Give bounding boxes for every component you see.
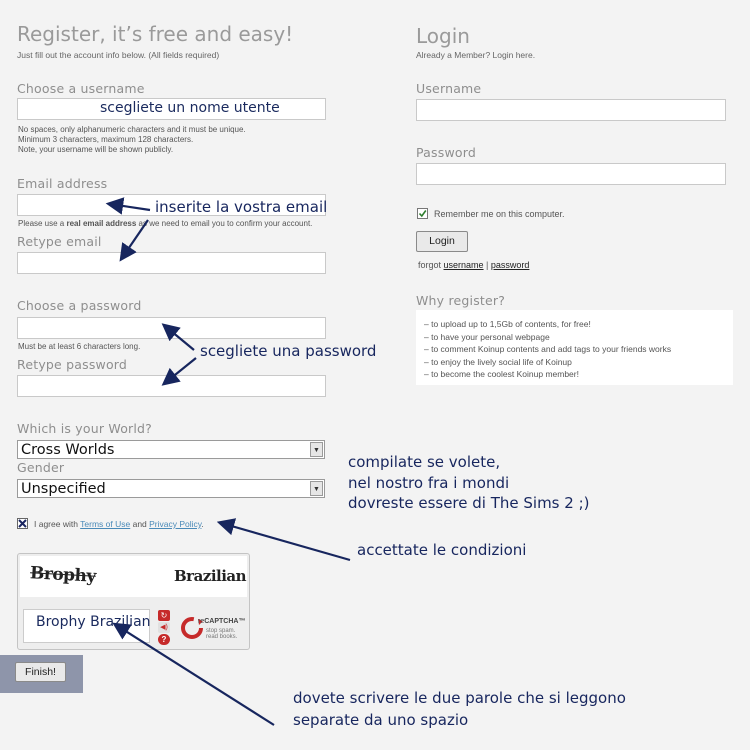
retype-password-input[interactable] <box>17 375 326 397</box>
recaptcha-slogan: stop spam. read books. <box>206 628 238 640</box>
password-label: Choose a password <box>17 298 142 313</box>
recaptcha-logo <box>176 612 248 646</box>
annotation-world: compilate se volete, nel nostro fra i mondi dovreste essere di The Sims 2 ;) <box>348 453 590 512</box>
why-register-box <box>416 310 733 385</box>
annotation-password: scegliete una password <box>200 342 377 360</box>
why-item: – to become the coolest Koinup member! <box>424 369 579 380</box>
terms-of-use-link[interactable]: Terms of Use <box>80 519 131 529</box>
register-subtitle: Just fill out the account info below. (All fields required) <box>17 50 220 60</box>
why-item: – to enjoy the lively social life of Koinup <box>424 356 572 367</box>
annotation-terms: accettate le condizioni <box>357 541 527 559</box>
privacy-policy-link[interactable]: Privacy Policy <box>149 519 202 529</box>
remember-checkbox[interactable] <box>417 208 428 219</box>
username-hint-3: Note, your username will be shown publicly. <box>18 145 174 154</box>
annotation-email: inserite la vostra email <box>155 198 328 216</box>
chevron-down-icon: ▼ <box>310 481 323 496</box>
captcha-input-value: Brophy Brazilian <box>36 614 151 630</box>
username-input[interactable] <box>17 98 326 120</box>
gender-select-value: Unspecified <box>21 481 106 497</box>
retype-password-label: Retype password <box>17 357 128 372</box>
annotation-captcha: dovete scrivere le due parole che si leggono separate da uno spazio <box>293 689 626 729</box>
username-input-value: scegliete un nome utente <box>100 100 280 116</box>
captcha-image <box>20 556 247 597</box>
help-icon[interactable]: ? <box>158 634 170 645</box>
captcha-widget <box>17 553 250 650</box>
gender-label: Gender <box>17 460 65 475</box>
login-password-input[interactable] <box>416 163 726 185</box>
login-username-label: Username <box>416 81 482 96</box>
username-hint-1: No spaces, only alphanumeric characters and it must be unique. <box>18 125 246 134</box>
audio-icon[interactable]: ◀) <box>158 622 170 633</box>
chevron-down-icon: ▼ <box>310 442 323 457</box>
world-label: Which is your World? <box>17 421 153 436</box>
remember-label: Remember me on this computer. <box>434 209 565 219</box>
username-label: Choose a username <box>17 81 145 96</box>
world-select-value: Cross Worlds <box>21 442 115 458</box>
forgot-username-link[interactable]: username <box>443 260 484 270</box>
forgot-links: forgot username | password <box>418 260 530 270</box>
finish-button[interactable]: Finish! <box>15 662 66 682</box>
gender-select[interactable] <box>17 479 325 498</box>
password-input[interactable] <box>17 317 326 339</box>
login-username-input[interactable] <box>416 99 726 121</box>
login-button[interactable]: Login <box>416 231 468 252</box>
captcha-word-1: Brophy <box>29 563 97 587</box>
retype-email-label: Retype email <box>17 234 102 249</box>
forgot-password-link[interactable]: password <box>490 260 530 270</box>
login-password-label: Password <box>416 145 476 160</box>
email-hint: Please use a real email address as we need to email you to confirm your account. <box>18 219 313 228</box>
agree-checkbox[interactable] <box>17 518 28 529</box>
checkmark-icon <box>418 209 427 218</box>
world-select[interactable] <box>17 440 325 459</box>
captcha-word-2: Brazilian <box>174 567 247 585</box>
password-hint: Must be at least 6 characters long. <box>18 342 141 351</box>
checkmark-x-icon <box>18 519 27 528</box>
why-register-title: Why register? <box>416 293 506 308</box>
login-title: Login <box>416 24 470 48</box>
register-title: Register, it’s free and easy! <box>17 22 294 46</box>
why-item: – to upload up to 1,5Gb of contents, for free! <box>424 319 591 329</box>
why-item: – to have your personal webpage <box>424 331 550 342</box>
captcha-input[interactable] <box>23 609 150 643</box>
recaptcha-brand: reCAPTCHA™ <box>198 618 246 625</box>
login-subtitle: Already a Member? Login here. <box>416 50 536 60</box>
refresh-icon[interactable]: ↻ <box>158 610 170 621</box>
why-item: – to comment Koinup contents and add tags to your friends works <box>424 344 672 355</box>
agree-text: I agree with Terms of Use and Privacy Policy. <box>34 519 204 529</box>
retype-email-input[interactable] <box>17 252 326 274</box>
email-label: Email address <box>17 176 108 191</box>
username-hint-2: Minimum 3 characters, maximum 128 characters. <box>18 135 194 144</box>
